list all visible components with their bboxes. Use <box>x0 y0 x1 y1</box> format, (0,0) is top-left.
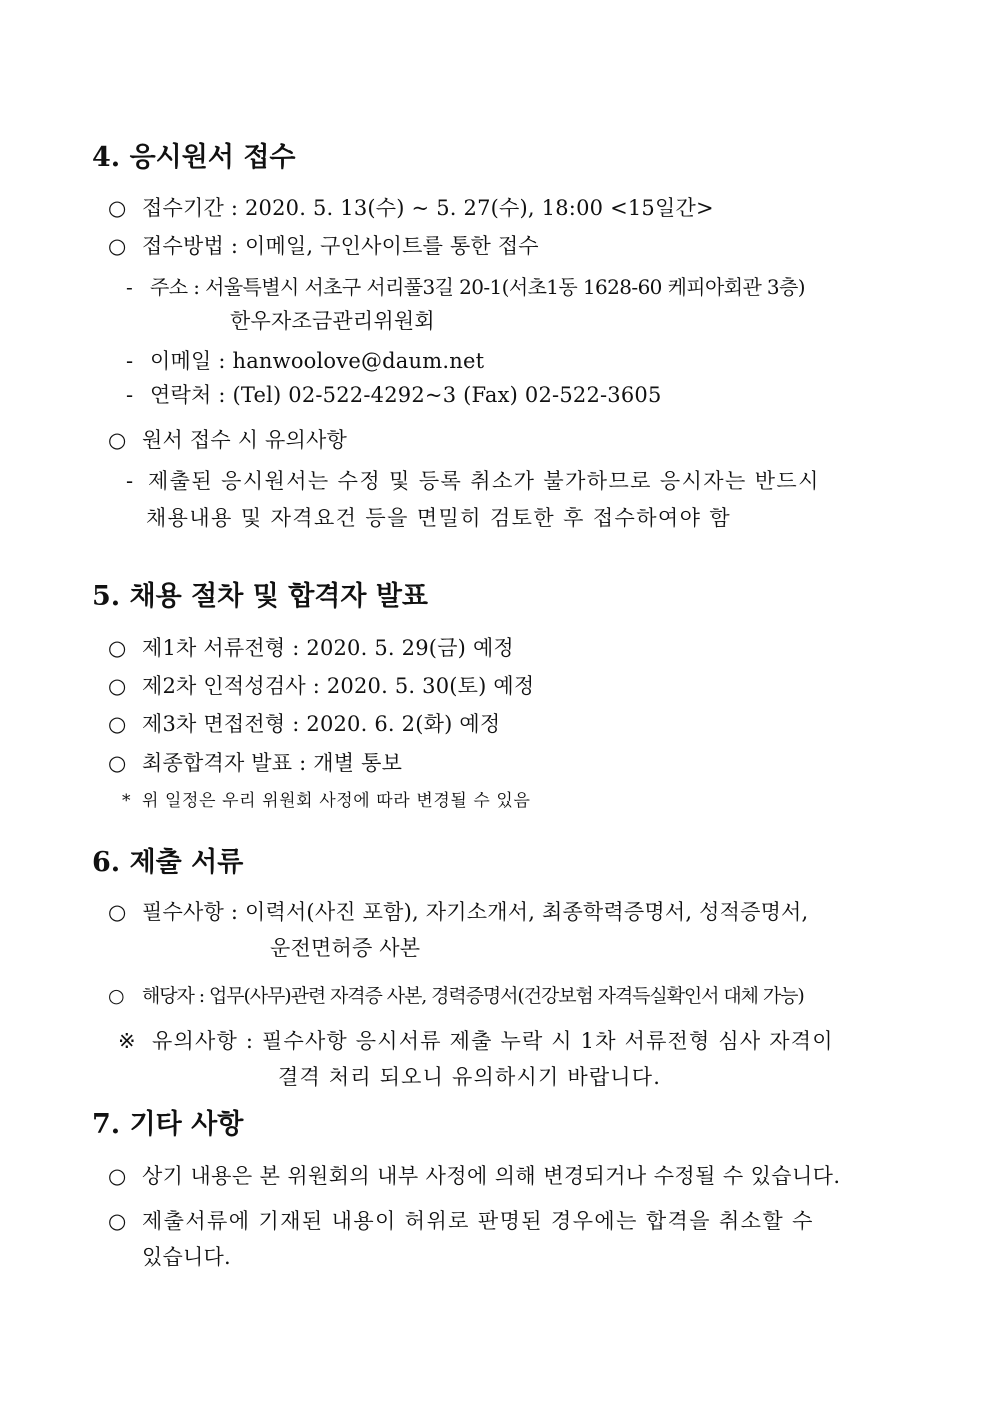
section-7-heading: 7. 기타 사항 <box>92 1109 244 1140</box>
circle-bullet-icon: ○ <box>108 674 127 698</box>
note-continuation: 결격 처리 되오니 유의하시기 바랍니다. <box>278 1065 662 1089</box>
list-item-continuation: 운전면허증 사본 <box>270 936 421 960</box>
list-item-continuation: 있습니다. <box>142 1245 231 1269</box>
section-6-heading: 6. 제출 서류 <box>92 847 244 878</box>
list-item: ○ 상기 내용은 본 위원회의 내부 사정에 의해 변경되거나 수정될 수 있습니다. <box>108 1161 840 1191</box>
list-item: - 주소 : 서울특별시 서초구 서리풀3길 20-1(서초1동 1628-60 케피아회관 3층) <box>126 272 805 302</box>
asterisk-icon: * <box>122 791 132 811</box>
dash-bullet-icon: - <box>126 275 133 299</box>
circle-bullet-icon: ○ <box>108 712 127 736</box>
list-item: ○ 제2차 인적성검사 : 2020. 5. 30(토) 예정 <box>108 671 534 701</box>
section-4-heading: 4. 응시원서 접수 <box>92 142 296 173</box>
circle-bullet-icon: ○ <box>108 636 127 660</box>
list-item: ○ 접수기간 : 2020. 5. 13(수) ~ 5. 27(수), 18:00 <15일간> <box>108 193 714 223</box>
list-item: ○ 제출서류에 기재된 내용이 허위로 판명된 경우에는 합격을 취소할 수 <box>108 1206 814 1236</box>
note: * 위 일정은 우리 위원회 사정에 따라 변경될 수 있음 <box>122 786 530 816</box>
list-item: - 제출된 응시원서는 수정 및 등록 취소가 불가하므로 응시자는 반드시 <box>126 466 820 496</box>
list-item: ○ 원서 접수 시 유의사항 <box>108 425 347 455</box>
list-item: ○ 해당자 : 업무(사무)관련 자격증 사본, 경력증명서(건강보험 자격득실확인서 대체 가능) <box>108 981 804 1011</box>
list-item: - 연락처 : (Tel) 02-522-4292~3 (Fax) 02-522-3605 <box>126 380 662 410</box>
circle-bullet-icon: ○ <box>108 751 127 775</box>
circle-bullet-icon: ○ <box>108 196 127 220</box>
dash-bullet-icon: - <box>126 349 134 373</box>
list-item: ○ 제3차 면접전형 : 2020. 6. 2(화) 예정 <box>108 709 500 739</box>
list-item: ○ 접수방법 : 이메일, 구인사이트를 통한 접수 <box>108 231 539 261</box>
circle-bullet-icon: ○ <box>108 1164 127 1188</box>
reference-mark-icon: ※ <box>118 1029 137 1053</box>
circle-bullet-icon: ○ <box>108 985 125 1007</box>
section-5-heading: 5. 채용 절차 및 합격자 발표 <box>92 581 429 612</box>
circle-bullet-icon: ○ <box>108 900 127 924</box>
dash-bullet-icon: - <box>126 383 134 407</box>
circle-bullet-icon: ○ <box>108 428 127 452</box>
dash-bullet-icon: - <box>126 469 135 493</box>
list-item: ○ 최종합격자 발표 : 개별 통보 <box>108 748 402 778</box>
list-item-continuation: 한우자조금관리위원회 <box>230 309 435 333</box>
list-item: ○ 필수사항 : 이력서(사진 포함), 자기소개서, 최종학력증명서, 성적증명서, <box>108 897 808 927</box>
list-item: ○ 제1차 서류전형 : 2020. 5. 29(금) 예정 <box>108 633 514 663</box>
list-item-continuation: 채용내용 및 자격요건 등을 면밀히 검토한 후 접수하여야 함 <box>146 506 732 530</box>
circle-bullet-icon: ○ <box>108 1209 127 1233</box>
list-item: - 이메일 : hanwoolove@daum.net <box>126 346 484 376</box>
note: ※ 유의사항 : 필수사항 응시서류 제출 누락 시 1차 서류전형 심사 자격이 <box>118 1026 834 1056</box>
circle-bullet-icon: ○ <box>108 234 127 258</box>
